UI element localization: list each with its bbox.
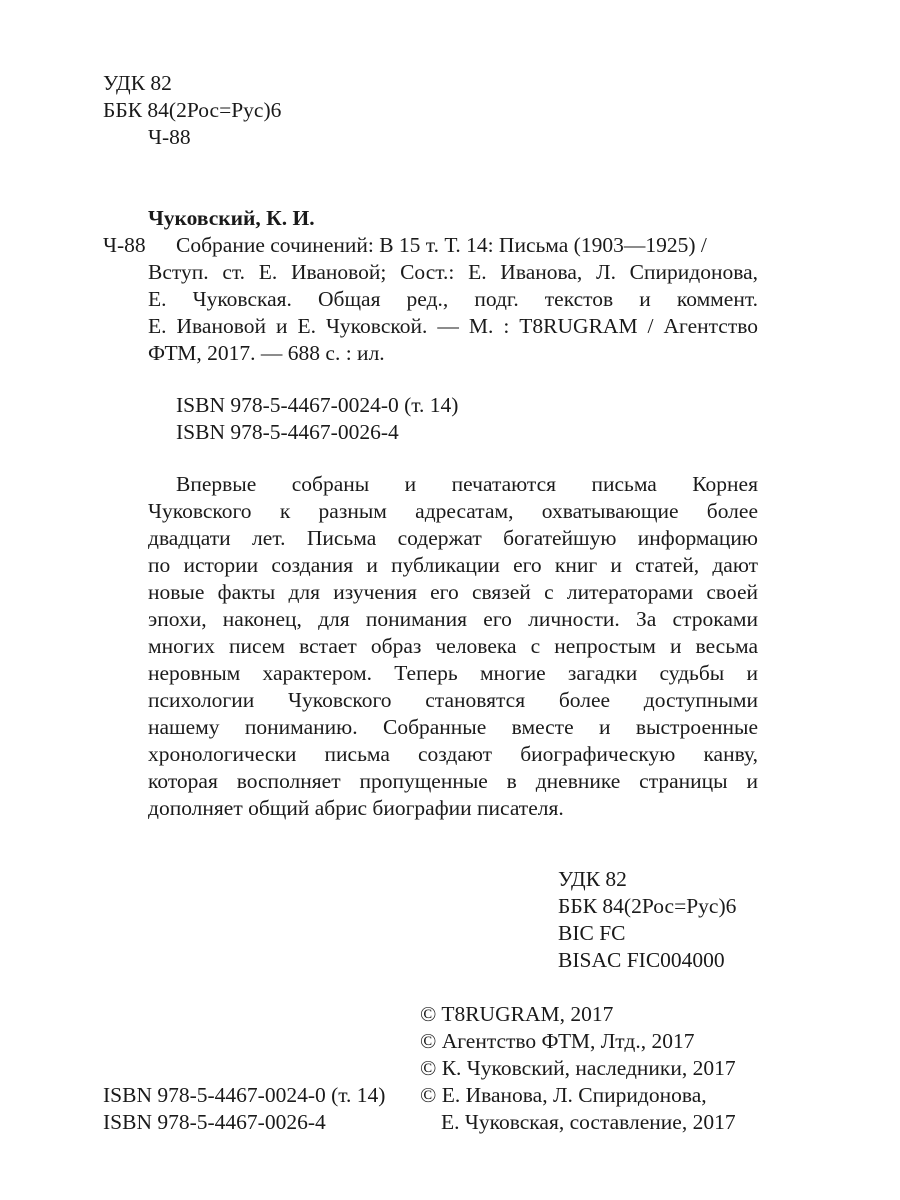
record-line: ФТМ, 2017. — 688 с. : ил. [148,341,385,365]
copyright-line: © T8RUGRAM, 2017 [420,1002,614,1026]
annotation-line: дополняет общий абрис биографии писателя. [148,796,564,820]
copyright-line: © Е. Иванова, Л. Спиридонова, [420,1083,707,1107]
top-bbk: ББК 84(2Рос=Рус)6 [103,98,282,122]
annotation-line: двадцати лет. Письма содержат богатейшую информацию [148,526,758,550]
record-isbn: ISBN 978-5-4467-0026-4 [176,420,399,444]
annotation-line: нашему пониманию. Собранные вместе и выстроенные [148,715,758,739]
bottom-isbn: ISBN 978-5-4467-0024-0 (т. 14) [103,1083,386,1107]
bottom-isbn: ISBN 978-5-4467-0026-4 [103,1110,326,1134]
class-code: УДК 82 [558,867,627,891]
annotation-line: новые факты для изучения его связей с литераторами своей [148,580,758,604]
copyright-line: Е. Чуковская, составление, 2017 [441,1110,736,1134]
record-mark: Ч-88 [103,233,146,257]
record-line: Е. Ивановой и Е. Чуковской. — М. : T8RUGRAM / Агентство [148,314,758,338]
class-code: BIC FC [558,921,626,945]
record-isbn: ISBN 978-5-4467-0024-0 (т. 14) [176,393,459,417]
annotation-line: которая восполняет пропущенные в дневнике страницы и [148,769,758,793]
record-author: Чуковский, К. И. [148,206,315,230]
annotation-line: по истории создания и публикации его книг и статей, дают [148,553,758,577]
copyright-line: © К. Чуковский, наследники, 2017 [420,1056,736,1080]
annotation-line: эпохи, наконец, для понимания его личности. За строками [148,607,758,631]
copyright-line: © Агентство ФТМ, Лтд., 2017 [420,1029,695,1053]
record-line: Собрание сочинений: В 15 т. Т. 14: Письма (1903—1925) / [176,233,707,257]
annotation-line: Впервые собраны и печатаются письма Корнея [176,472,758,496]
annotation-line: неровным характером. Теперь многие загадки судьбы и [148,661,758,685]
class-code: BISAC FIC004000 [558,948,725,972]
top-udk: УДК 82 [103,71,172,95]
annotation-line: хронологически письма создают биографическую канву, [148,742,758,766]
top-author-mark: Ч-88 [148,125,191,149]
annotation-line: Чуковского к разным адресатам, охватывающие более [148,499,758,523]
record-line: Е. Чуковская. Общая ред., подг. текстов и коммент. [148,287,758,311]
annotation-line: психологии Чуковского становятся более доступными [148,688,758,712]
annotation-line: многих писем встает образ человека с непростым и весьма [148,634,758,658]
class-code: ББК 84(2Рос=Рус)6 [558,894,737,918]
record-line: Вступ. ст. Е. Ивановой; Сост.: Е. Иванова, Л. Спиридонова, [148,260,758,284]
